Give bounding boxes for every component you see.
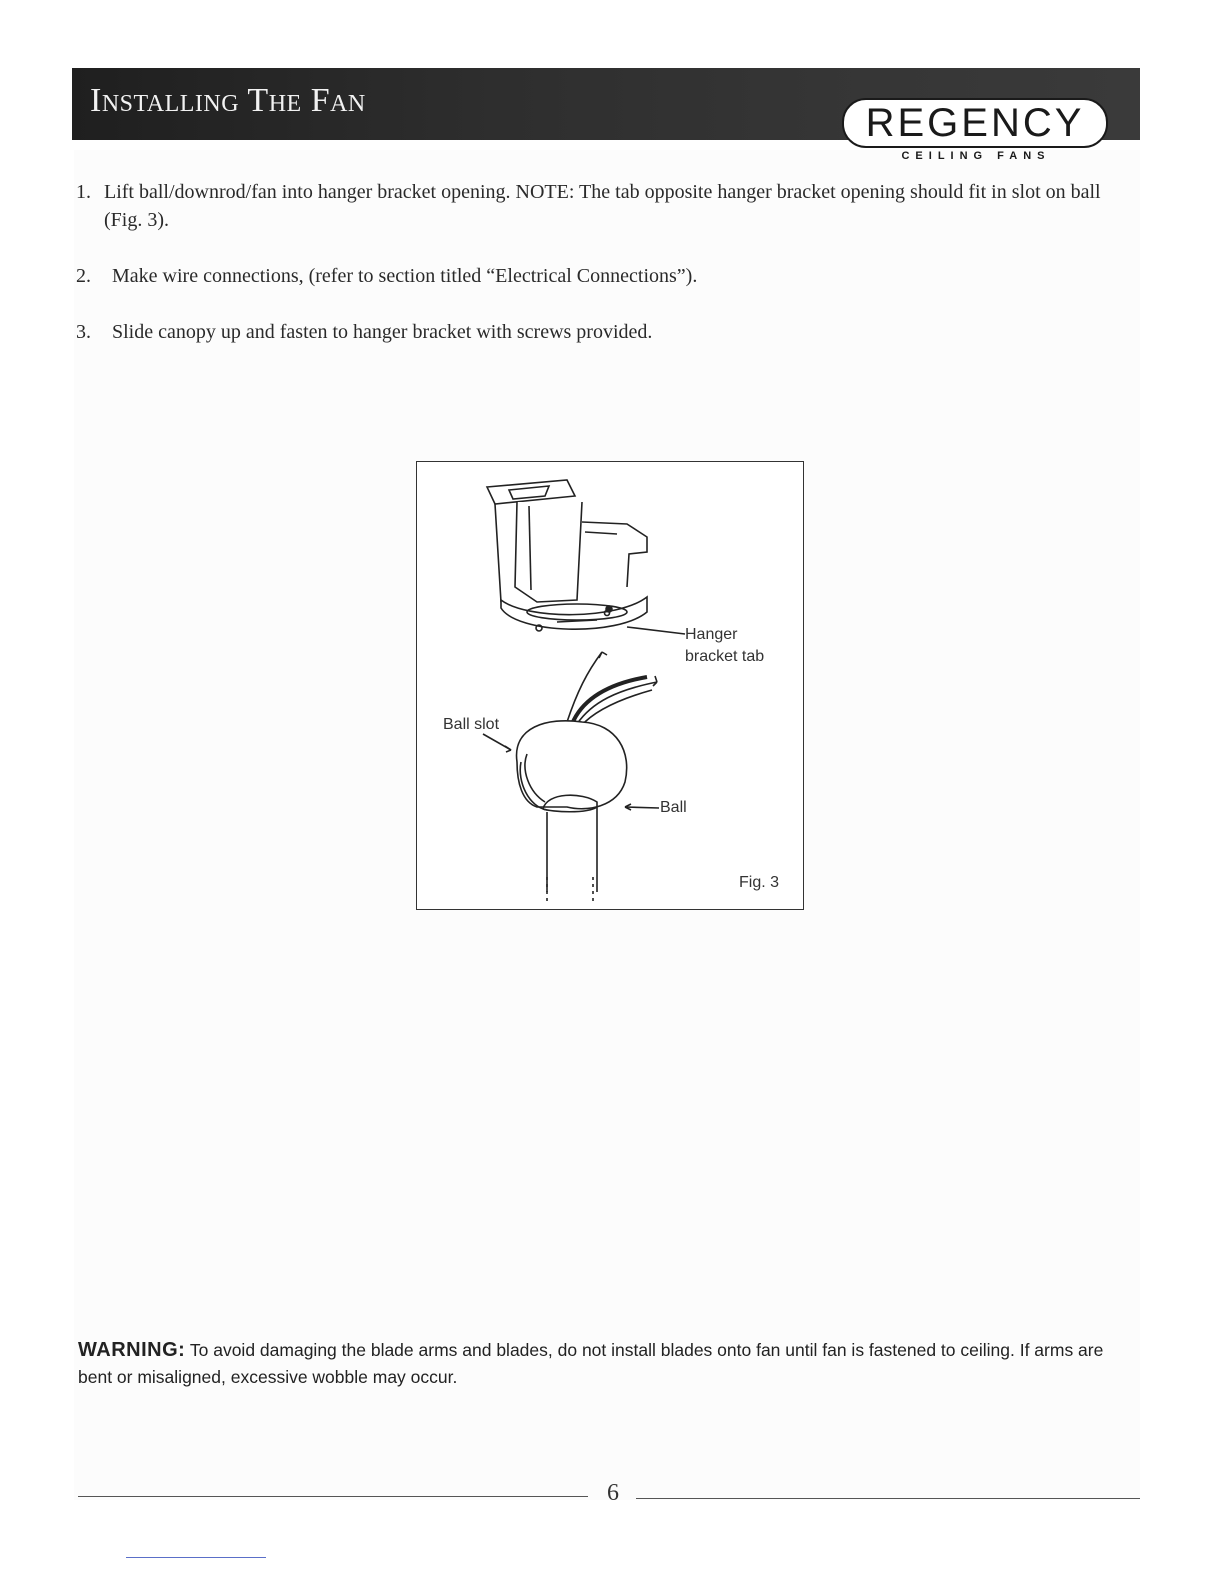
warning-text: To avoid damaging the blade arms and blades, do not install blades onto fan until fan is fastened to ceiling. If arms are bent or misaligned, excessive wobble may occur.: [78, 1340, 1104, 1387]
label-ball: Ball: [660, 799, 687, 816]
page-title: Installing The Fan: [90, 82, 366, 119]
logo-wordmark: REGENCY: [865, 101, 1085, 145]
logo-tagline: CEILING FANS: [901, 150, 1051, 162]
step-text: Lift ball/downrod/fan into hanger bracket opening. NOTE: The tab opposite hanger bracket opening should fit in slot on ball (Fig. 3).: [104, 181, 1101, 231]
footer-rule-left: [78, 1496, 588, 1497]
figure-caption: Fig. 3: [739, 874, 780, 891]
label-bracket-tab: bracket tab: [685, 648, 765, 665]
logo-wordmark-box: [842, 98, 1108, 148]
warning-label: WARNING:: [78, 1339, 186, 1361]
warning-note: [78, 1337, 1142, 1391]
instruction-steps: [76, 178, 1142, 346]
bottom-underline: [126, 1557, 266, 1558]
regency-logo: [838, 94, 1114, 166]
figure-3-diagram: [416, 461, 804, 910]
step-number: 1.: [76, 181, 91, 203]
label-ball-slot: Ball slot: [443, 716, 500, 733]
page-number: 6: [607, 1480, 619, 1506]
step-number: 2.: [76, 265, 91, 287]
step-number: 3.: [76, 321, 91, 343]
step-item: [76, 318, 1142, 346]
hanger-bracket-illustration: [417, 462, 803, 909]
step-item: [76, 178, 1142, 234]
step-item: [76, 262, 1142, 290]
label-hanger: Hanger: [685, 626, 738, 643]
step-text: Slide canopy up and fasten to hanger bracket with screws provided.: [112, 321, 653, 343]
step-text: Make wire connections, (refer to section titled “Electrical Connections”).: [112, 265, 698, 287]
footer-rule-right: [636, 1498, 1140, 1499]
